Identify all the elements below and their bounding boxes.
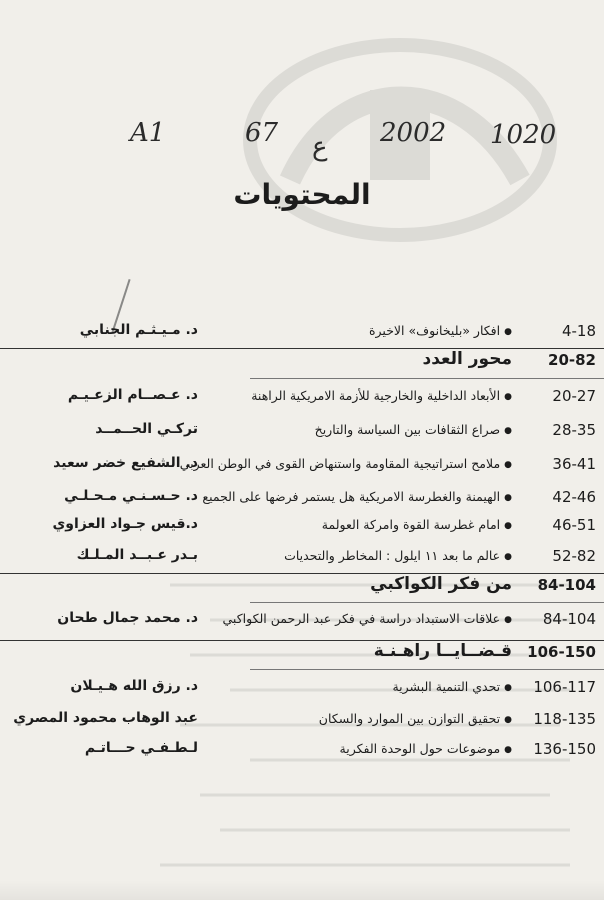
article-author: د. عـصــام الزعـيـم (67, 387, 198, 403)
page-range: 46-51 (552, 516, 596, 534)
toc-row (0, 486, 604, 514)
divider (250, 602, 604, 603)
section-page-range: 20-82 (548, 351, 596, 369)
toc-section-heading (0, 348, 604, 377)
section-title: قـضــايــا راهـنـة (373, 641, 512, 661)
toc-row (0, 419, 604, 447)
section-title: محور العدد (422, 349, 512, 369)
article-title: ● ملامح استراتيجية المقاومة واستنهاض القوى في الوطن العربي (212, 456, 512, 471)
toc-row (0, 385, 604, 413)
section-page-range: 106-150 (527, 643, 596, 661)
page-title: المحتويات (233, 178, 371, 211)
toc-row (0, 514, 604, 542)
page-range: 118-135 (533, 710, 596, 728)
article-author: د. حـسـنـي مـحـلـي (64, 488, 198, 504)
article-author: لـطـفـي حـــاتـم (84, 740, 198, 756)
handwritten-code-left: A1 (130, 118, 166, 148)
article-author: د. مـيـثـم الجنابي (79, 322, 198, 338)
page-range: 84-104 (542, 610, 596, 628)
scan-edge (0, 880, 604, 900)
toc-row (0, 545, 604, 573)
divider (250, 378, 604, 379)
article-title: ● افكار «بليخانوف» الاخيرة (212, 323, 512, 338)
toc-row (0, 320, 604, 348)
toc-row (0, 738, 604, 766)
toc-section-heading (0, 640, 604, 669)
article-author: تركـي الحــمــد (95, 421, 198, 437)
divider (250, 669, 604, 670)
page-range: 52-82 (552, 547, 596, 565)
article-title: ● صراع الثقافات بين السياسة والتاريخ (212, 422, 512, 437)
page-range: 106-117 (533, 678, 596, 696)
handwritten-issue-number: 67 (245, 118, 279, 148)
article-title: ● عالم ما بعد ١١ ايلول : المخاطر والتحديات (212, 548, 512, 563)
section-title: من فكر الكواكبي (370, 574, 512, 594)
section-page-range: 84-104 (537, 576, 596, 594)
article-author: عبد الوهاب محمود المصري (13, 710, 198, 726)
toc-row (0, 708, 604, 736)
handwritten-year: 2002 (380, 118, 447, 148)
toc-row (0, 676, 604, 704)
page-range: 28-35 (552, 421, 596, 439)
toc-section-heading (0, 573, 604, 602)
page-range: 4-18 (561, 322, 596, 340)
page-range: 136-150 (533, 740, 596, 758)
article-author: د. الشفيع خضر سعيد (53, 455, 198, 471)
article-title: ● الأبعاد الداخلية والخارجية للأزمة الامريكية الراهنة (212, 388, 512, 403)
article-author: د.قيس جـواد العزاوي (52, 516, 198, 532)
handwritten-letter: ع (312, 132, 328, 162)
article-title: ● امام غطرسة القوة وامركة العولمة (212, 517, 512, 532)
toc-row (0, 453, 604, 481)
article-author: بـدر عـبــد المـلـك (76, 547, 198, 563)
toc-row (0, 608, 604, 636)
article-title: ● تحقيق التوازن بين الموارد والسكان (212, 711, 512, 726)
article-title: ● تحدي التنمية البشرية (212, 679, 512, 694)
article-author: د. محمد جمال طحان (57, 610, 198, 626)
page-range: 36-41 (552, 455, 596, 473)
page-range: 20-27 (552, 387, 596, 405)
page-range: 42-46 (552, 488, 596, 506)
handwritten-code-right: 1020 (490, 120, 557, 150)
article-title: ● موضوعات حول الوحدة الفكرية (212, 741, 512, 756)
article-title: ● الهيمنة والغطرسة الامريكية هل يستمر فرضها على الجميع (212, 489, 512, 504)
article-title: ● علاقات الاستبداد دراسة في فكر عبد الرحمن الكواكبي (212, 611, 512, 626)
article-author: د. رزق الله هـيـلان (70, 678, 198, 694)
